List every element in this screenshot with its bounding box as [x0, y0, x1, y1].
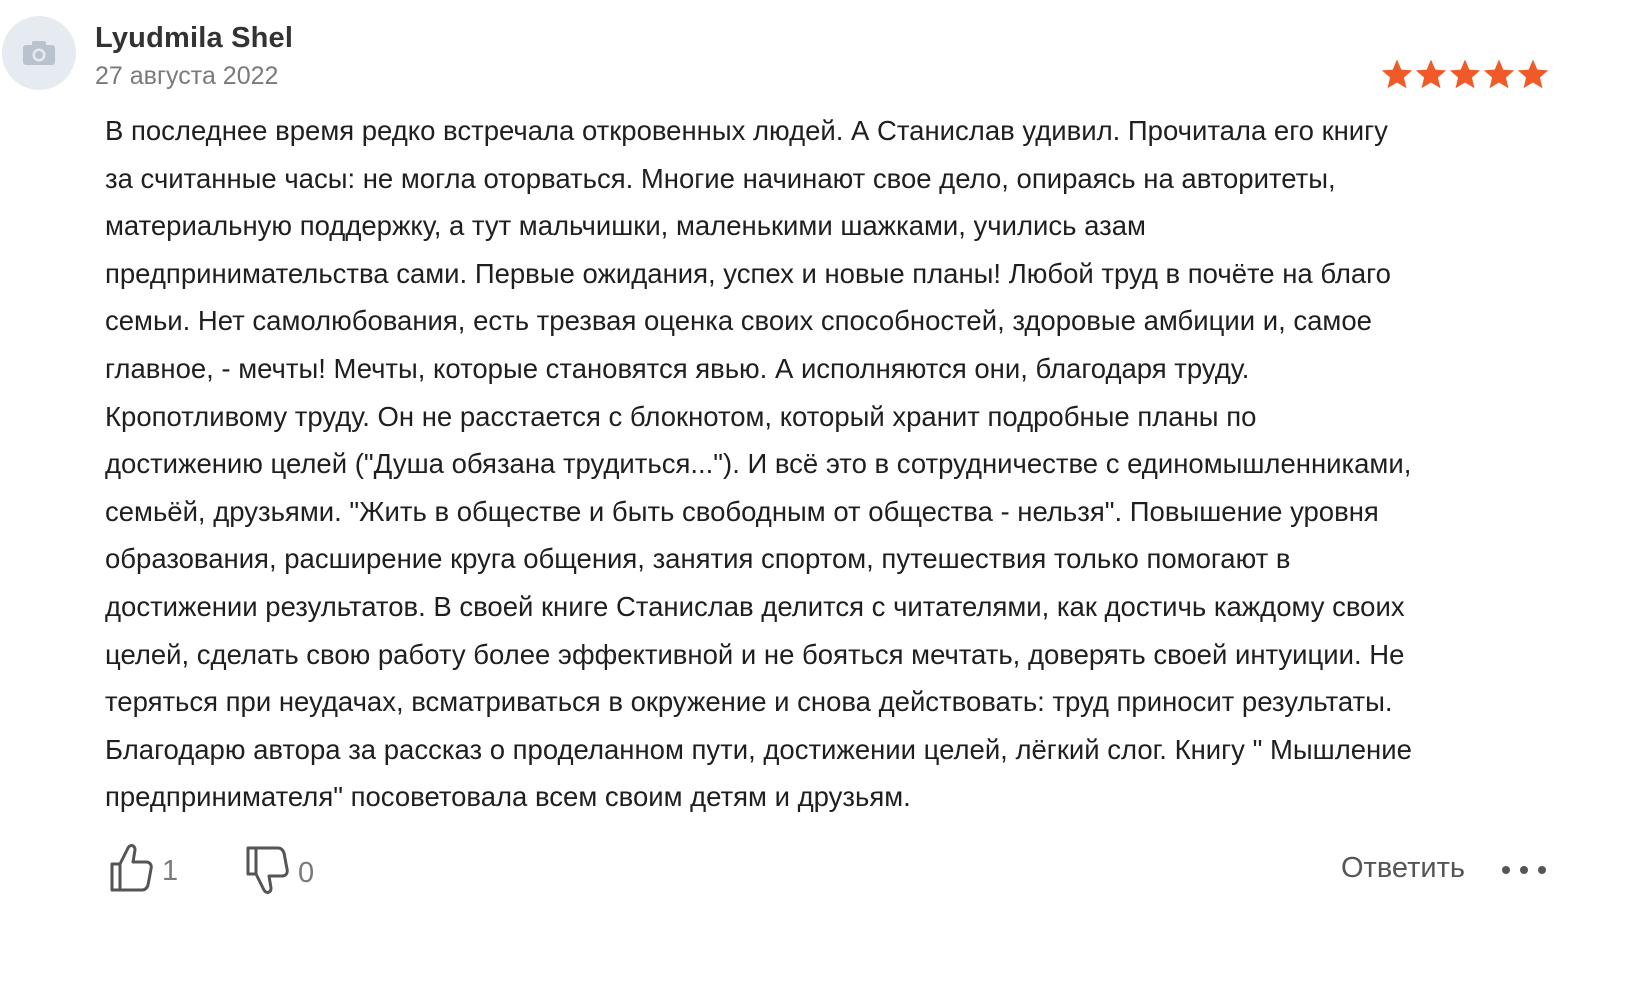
more-dots-icon: [1538, 866, 1546, 874]
review-text: [105, 107, 1565, 821]
star-icon: [1448, 58, 1482, 92]
review-text-line: материальную поддержку, а тут мальчишки, маленькими шажками, учились азам: [105, 210, 1146, 242]
star-icon: [1516, 58, 1550, 92]
star-rating: [1380, 58, 1550, 92]
review-text-line: Кропотливому труду. Он не расстается с блокнотом, который хранит подробные планы по: [105, 400, 1257, 432]
more-options-button[interactable]: [1502, 852, 1546, 888]
review-text-line: предпринимательства сами. Первые ожидания, успех и новые планы! Любой труд в почёте на благо: [105, 257, 1391, 289]
review-text-line: В последнее время редко встречала откровенных людей. А Станислав удивил. Прочитала его книгу: [105, 115, 1388, 146]
camera-icon: [21, 39, 57, 67]
like-button[interactable]: [108, 840, 178, 894]
star-icon: [1482, 58, 1516, 92]
review-text-line: главное, - мечты! Мечты, которые становятся явью. А исполняются они, благодаря труду.: [105, 352, 1250, 384]
star-icon: [1380, 58, 1414, 92]
avatar[interactable]: [2, 16, 76, 90]
dislike-count: 0: [298, 856, 315, 889]
author-name[interactable]: Lyudmila Shel: [95, 22, 294, 54]
review-text-line: достижении результатов. В своей книге Станислав делится с читателями, как достичь каждому своих: [105, 590, 1405, 622]
review-text-line: теряться при неудачах, всматриваться в окружение и снова действовать: труд приносит результаты.: [105, 686, 1393, 718]
review-text-line: семьёй, друзьями. "Жить в обществе и быть свободным от общества - нельзя". Повышение уровня: [105, 495, 1379, 527]
review-actions: [0, 838, 1648, 908]
review-text-line: достижению целей ("Душа обязана трудиться..."). И всё это в сотрудничестве с единомышленниками,: [105, 448, 1412, 480]
review-text-line: семьи. Нет самолюбования, есть трезвая оценка своих способностей, здоровые амбиции и, самое: [105, 305, 1372, 337]
review-date: 27 августа 2022: [95, 62, 279, 90]
more-dots-icon: [1520, 866, 1528, 874]
reply-button[interactable]: Ответить: [1341, 852, 1465, 884]
more-dots-icon: [1502, 866, 1510, 874]
review-text-line: предпринимателя" посоветовала всем своим детям и друзьям.: [105, 781, 911, 813]
review-text-line: образования, расширение круга общения, занятия спортом, путешествия только помогают в: [105, 543, 1291, 575]
star-icon: [1414, 58, 1448, 92]
review-text-line: целей, сделать свою работу более эффективной и не бояться мечтать, доверять своей интуиции. Не: [105, 638, 1405, 670]
thumbs-up-icon: [108, 840, 154, 894]
like-count: 1: [162, 854, 179, 887]
review-text-line: Благодарю автора за рассказ о проделанном пути, достижении целей, лёгкий слог. Книгу " Мышление: [105, 733, 1412, 765]
dislike-button[interactable]: [244, 840, 314, 898]
thumbs-down-icon: [244, 840, 290, 898]
review-text-line: за считанные часы: не могла оторваться. Многие начинают свое дело, опираясь на авторитеты,: [105, 162, 1336, 194]
